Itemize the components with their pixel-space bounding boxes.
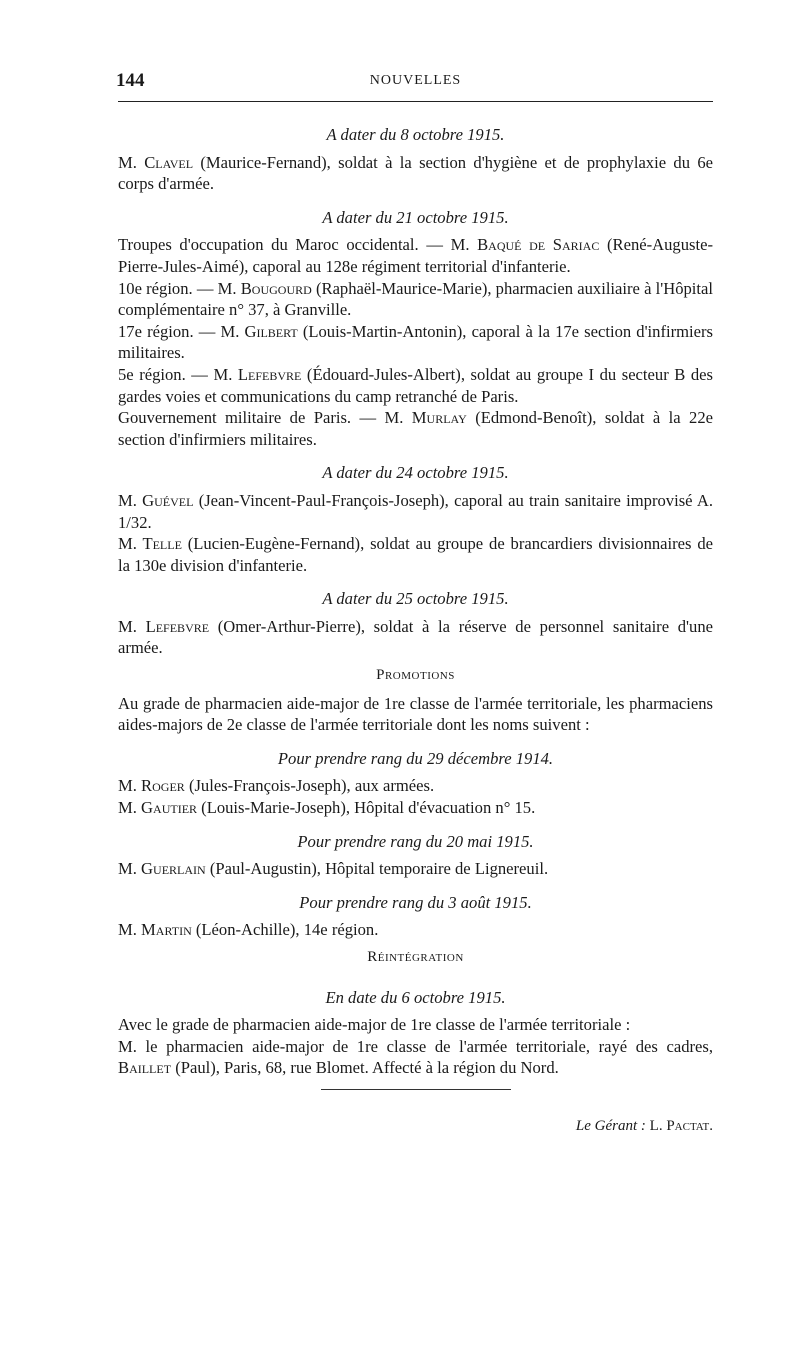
entry-paragraph — [118, 797, 713, 819]
person-name: M. Clavel — [118, 152, 194, 172]
date-heading: A dater du 25 octobre 1915. — [322, 589, 509, 609]
entry-text: (Omer-Arthur-Pierre), soldat à la réserve de personnel sanitaire d'une armée. — [118, 616, 713, 658]
entry-paragraph — [118, 152, 713, 195]
spacer — [118, 450, 713, 462]
entry-paragraph — [118, 858, 713, 880]
person-name: M. Baqué de Sariac — [450, 235, 600, 255]
entry-text: (Louis-Martin-Antonin), caporal à la 17e section d'infirmiers militaires. — [118, 321, 713, 363]
date-heading: A dater du 24 octobre 1915. — [322, 463, 509, 483]
entry-prefix: 17e région. — — [118, 321, 221, 341]
entry-prefix: Avec le grade de pharmacien aide-major de 1re classe de l'armée territoriale : — [118, 1015, 631, 1035]
entry-paragraph — [118, 616, 713, 659]
person-name: M. Lefebvre — [118, 616, 210, 636]
date-heading: En date du 6 octobre 1915. — [325, 987, 506, 1007]
header-rule — [118, 101, 713, 102]
entry-paragraph — [118, 1014, 713, 1036]
person-name: Baillet — [118, 1058, 172, 1078]
person-name: M. Gilbert — [220, 321, 298, 341]
entry-paragraph — [118, 407, 713, 450]
entry-text: (Lucien-Eugène-Fernand), soldat au groupe de brancardiers divisionnaires de la 130e division d'infanterie. — [118, 534, 713, 575]
entry-text: (René-Auguste-Pierre-Jules-Aimé), caporal au 128e régiment territorial d'infanterie. — [118, 235, 713, 276]
section-heading: Réintégration — [367, 949, 464, 965]
entry-prefix: Au grade de pharmacien aide-major de 1re classe de l'armée territoriale, les pharmaciens aides-majors de 2e classe de l'armée territoriale dont les noms suivent : — [118, 693, 713, 735]
spacer — [118, 736, 713, 748]
person-name: M. Guerlain — [118, 859, 206, 879]
entry-paragraph — [118, 278, 713, 321]
entry-prefix: M. le pharmacien aide-major de 1re classe de l'armée territoriale, rayé des cadres, — [118, 1036, 713, 1056]
person-name: M. Guével — [118, 490, 194, 510]
person-name: M. Murlay — [384, 408, 467, 428]
entry-text: (Paul-Augustin), Hôpital temporaire de Lignereuil. — [205, 859, 549, 879]
spacer — [118, 195, 713, 207]
date-heading: Pour prendre rang du 3 août 1915. — [299, 892, 532, 912]
closing-rule — [321, 1089, 511, 1090]
entry-text: (Jules-François-Joseph), aux armées. — [184, 776, 435, 796]
entry-paragraph — [118, 919, 713, 941]
entry-prefix: 5e région. — — [118, 364, 214, 384]
date-heading: A dater du 21 octobre 1915. — [322, 207, 509, 227]
entry-text: (Maurice-Fernand), soldat à la section d'hygiène et de prophylaxie du 6e corps d'armée. — [118, 152, 713, 194]
person-name: M. Martin — [118, 920, 192, 940]
entry-prefix: Gouvernement militaire de Paris. — — [118, 408, 385, 428]
entry-text: (Edmond-Benoît), soldat à la 22e section d'infirmiers militaires. — [118, 408, 714, 449]
article-body — [118, 124, 713, 1138]
entry-text: (Louis-Marie-Joseph), Hôpital d'évacuation n° 15. — [197, 798, 536, 818]
entry-paragraph — [118, 234, 713, 277]
entry-prefix: 10e région. — — [118, 278, 218, 298]
entry-paragraph — [118, 533, 713, 576]
entry-paragraph — [118, 775, 713, 797]
spacer — [118, 819, 713, 831]
person-name: M. Lefebvre — [213, 364, 302, 384]
entry-paragraph — [118, 693, 713, 736]
entry-text: (Paul), Paris, 68, rue Blomet. Affecté à la région du Nord. — [171, 1058, 559, 1078]
section-heading: Promotions — [376, 667, 455, 684]
spacer — [118, 880, 713, 892]
person-name: M. Roger — [118, 776, 185, 796]
running-head — [118, 70, 713, 94]
date-heading: Pour prendre rang du 29 décembre 1914. — [277, 748, 554, 768]
entry-paragraph — [118, 490, 713, 533]
entry-paragraph — [118, 321, 713, 364]
entry-paragraph — [118, 1036, 713, 1079]
spacer — [118, 576, 713, 588]
person-name: M. Telle — [118, 534, 182, 554]
entry-text: (Léon-Achille), 14e région. — [191, 920, 379, 940]
entry-paragraph — [118, 364, 713, 407]
signature-role: Le Gérant : — [575, 1117, 650, 1134]
signature — [118, 1116, 713, 1138]
person-name: M. Bougourd — [217, 278, 312, 298]
entry-text: (Jean-Vincent-Paul-François-Joseph), caporal au train sanitaire improvisé A. 1/32. — [118, 490, 713, 532]
date-heading: A dater du 8 octobre 1915. — [326, 125, 505, 144]
spacer — [118, 975, 713, 987]
person-name: M. Gautier — [118, 798, 198, 818]
entry-prefix: Troupes d'occupation du Maroc occidental. — — [118, 235, 451, 255]
running-title: NOUVELLES — [369, 73, 462, 88]
page-number: 144 — [116, 70, 145, 91]
signature-name: L. Pactat. — [649, 1117, 713, 1134]
date-heading: Pour prendre rang du 20 mai 1915. — [297, 831, 534, 851]
entry-text: (Édouard-Jules-Albert), soldat au groupe I du secteur B des gardes voies et communications du camp retranché de Paris. — [118, 364, 713, 406]
entry-text: (Raphaël-Maurice-Marie), pharmacien auxiliaire à l'Hôpital complémentaire n° 37, à Granville. — [118, 278, 713, 320]
